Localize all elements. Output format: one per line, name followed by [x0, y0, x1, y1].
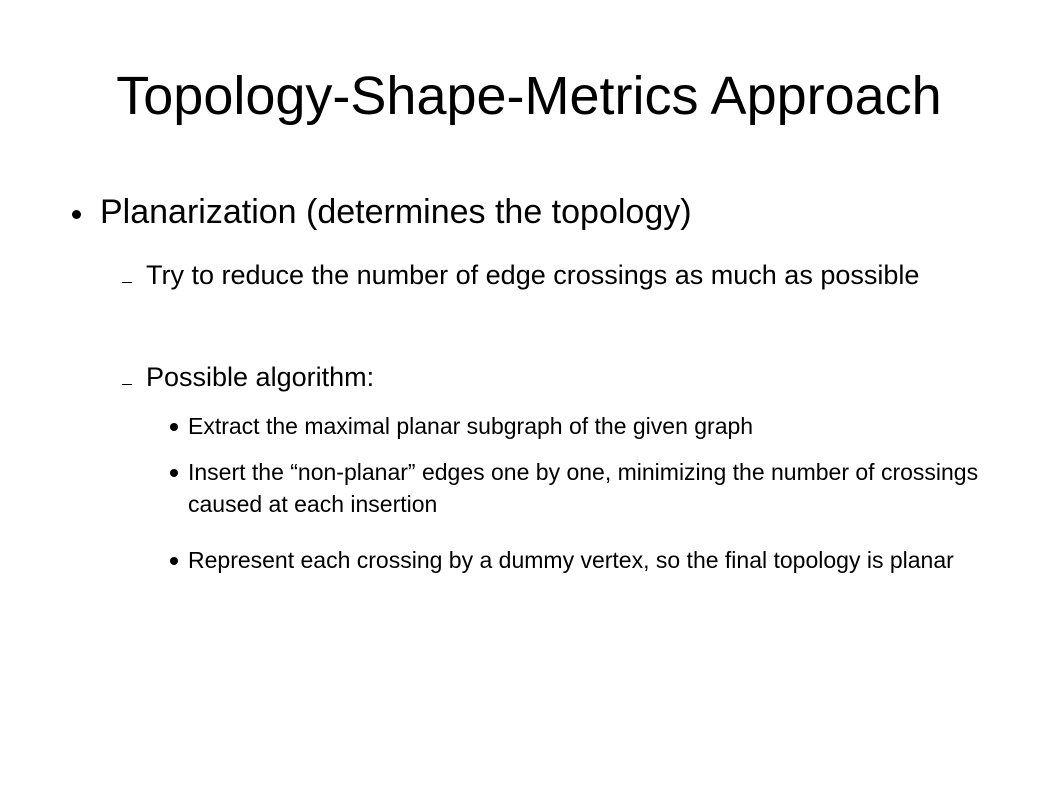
bullet-dash-icon — [122, 282, 132, 283]
subsubbullet-text: Extract the maximal planar subgraph of the given graph — [188, 413, 754, 439]
bullet-dash-icon — [122, 384, 132, 385]
bullet-dot-icon — [170, 423, 178, 431]
subbullet-text: Possible algorithm: — [146, 362, 375, 392]
bullet-dot-icon — [170, 557, 178, 565]
subsubbullet-text: Represent each crossing by a dummy vertex, so the final topology is planar — [188, 547, 954, 573]
slide-title: Topology-Shape-Metrics Approach — [116, 66, 942, 126]
subsubbullet-text: Insert the “non-planar” edges one by one, minimizing the number of crossings caused at each insertion — [188, 459, 979, 517]
bullet-dot-icon — [72, 210, 81, 219]
bullet-dot-icon — [170, 469, 178, 477]
subbullet-text: Try to reduce the number of edge crossings as much as possible — [146, 260, 920, 290]
bullet-text: Planarization (determines the topology) — [100, 193, 692, 231]
